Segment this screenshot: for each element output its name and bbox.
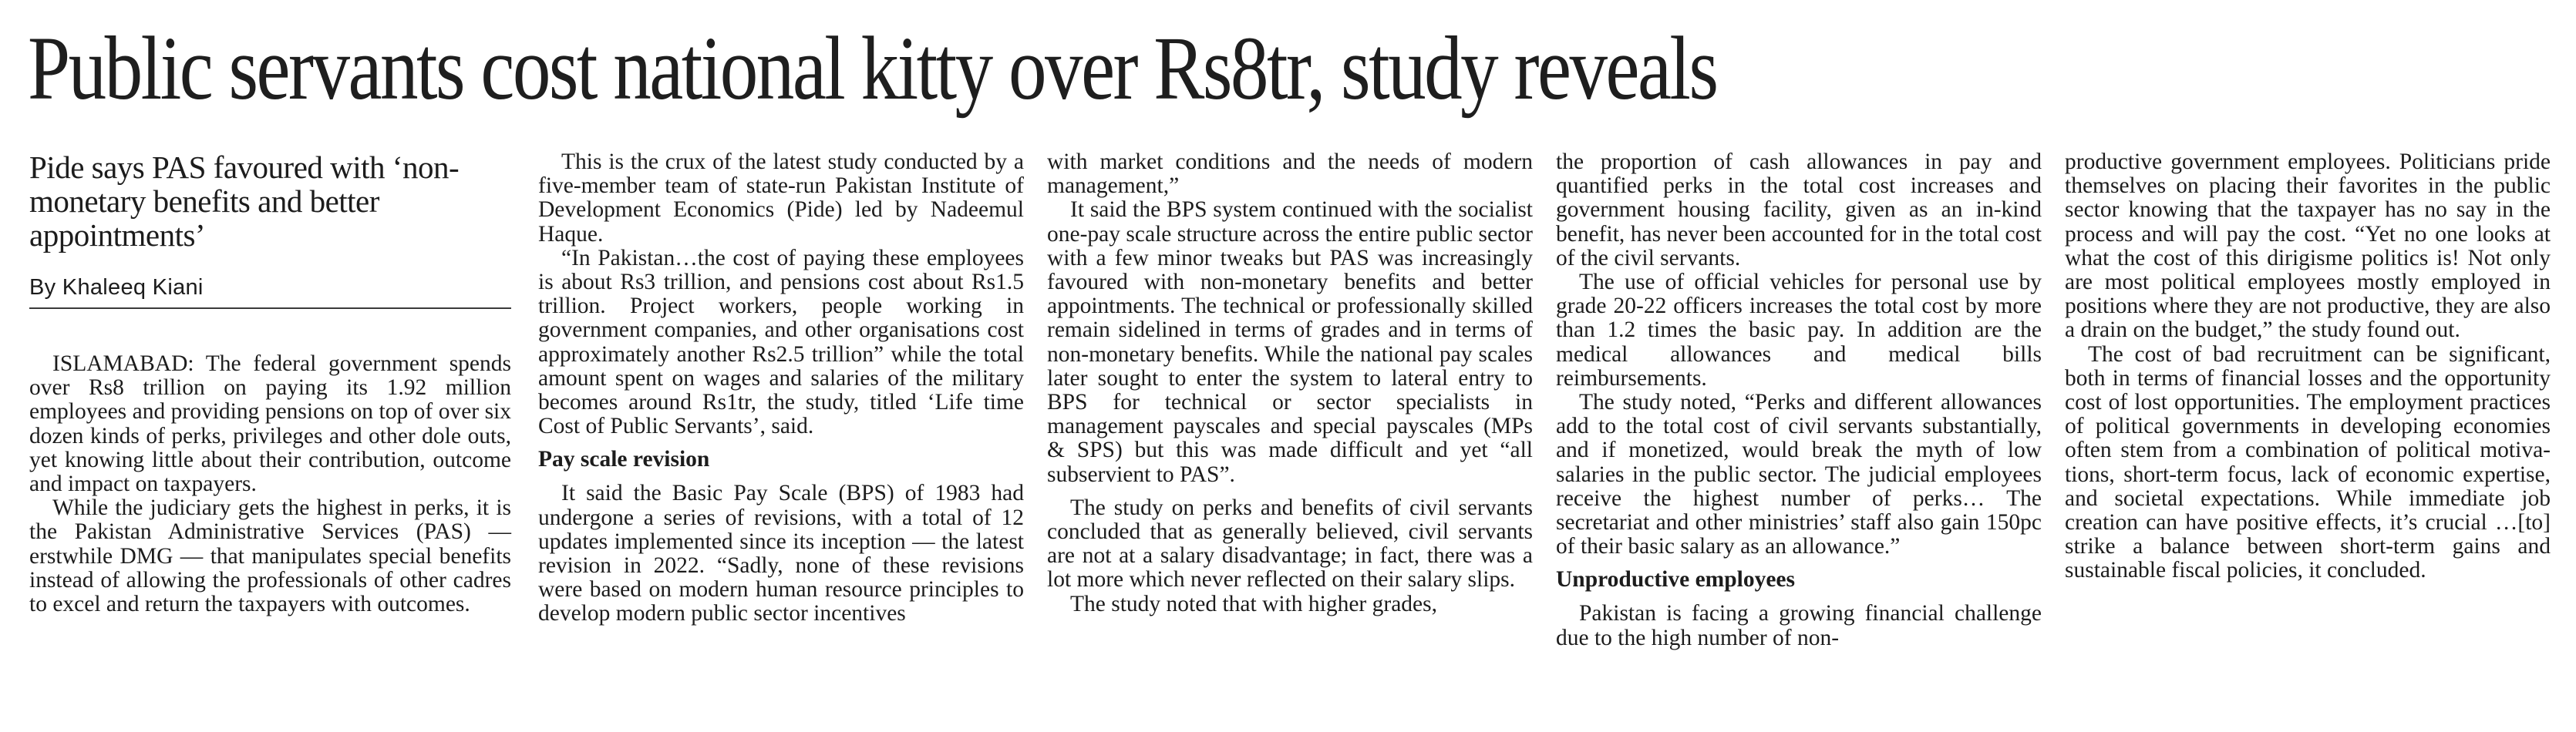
paragraph: The study noted, “Perks and different allowances add to the total cost of civil servants substantially, and if monetized, would break the myth of low salaries in the public sector. The judicial employees receive the highest number of perks… The secretariat and other ministries’ staff also gain 150pc of their basic salary as an allowance.”: [1556, 390, 2042, 559]
article-column-3: [1047, 150, 1533, 616]
deck-subheadline: Pide says PAS favoured with ‘non-monetary benefits and better appointments’: [29, 149, 460, 253]
headline: Public servants cost national kitty over Rs8tr, study reveals: [28, 18, 1717, 119]
paragraph: The use of official vehicles for personal use by grade 20-22 officers increases the total cost by more than 1.2 times the basic pay. In addition are the medical allowances and medical bills reimbursements.: [1556, 270, 2042, 391]
paragraph: It said the BPS system continued with the socialist one-pay scale structure across the entire public sector with a few minor tweaks but PAS was increasingly favoured with non-monetary benefits and better appointments. The technical or professionally skilled remain sidelined in terms of grades and in terms of non-monetary benefits. While the national pay scales later sought to enter the system to lateral entry to BPS for technical or sector specialists in management payscales and special payscales (MPs & SPS) but this was made difficult and yet “all subservient to PAS”.: [1047, 197, 1533, 487]
paragraph: The study noted that with higher grades,: [1070, 591, 1437, 616]
paragraph: ISLAMABAD: The federal government spends over Rs8 trillion on paying its 1.92 million employees and providing pensions on top of over six dozen kinds of perks, privileges and other dole outs, yet knowing little about their contribution, outcome and impact on taxpayers.: [29, 351, 511, 497]
paragraph: The cost of bad recruitment can be significant, both in terms of financial losses and the opportunity cost of lost opportunities. The employment practices of political governments in developing economies often stem from a combination of political motivations, short-term focus, lack of economic expertise, and societal expectations. While immediate job creation can have positive effects, it’s crucial …[to] strike a balance between short-term gains and sustainable fiscal policies, it concluded.: [2065, 341, 2551, 583]
article-column-2: [538, 150, 1024, 626]
paragraph: Pakistan is facing a growing financial challenge due to the high number of non-: [1556, 601, 2042, 650]
paragraph-continued: productive government employees. Politicians pride themselves on placing their favorites in the public sector knowing that the taxpayer has no say in the process and will pay the cost. “Yet no one looks at what the cost of this dirigisme politics is! Not only are most political employees mostly employed in positions where they are not productive, they are also a drain on the budget,” the study found out.: [2065, 149, 2551, 343]
paragraph: It said the Basic Pay Scale (BPS) of 1983 had undergone a series of revisions, with a total of 12 updates implemented since its inception — the latest revision in 2022. “Sadly, none of these revisions were based on modern human resource principles to develop modern public sector incentives: [538, 481, 1024, 626]
paragraph: This is the crux of the latest study conducted by a five-member team of state-run Pakistan Institute of Development Economics (Pide) led by Nadeemul Haque.: [538, 149, 1024, 247]
section-heading-unproductive-employees: Unproductive employees: [1556, 567, 1796, 593]
byline: By Khaleeq Kiani: [29, 274, 511, 309]
paragraph-continued: the proportion of cash allowances in pay and quantified perks in the total cost increases and government housing facility, given as an in-kind benefit, has never been accounted for in the total cost of the civil servants.: [1556, 149, 2042, 270]
article-column-5: [2065, 150, 2551, 583]
article-column-1: [29, 150, 511, 616]
section-heading-pay-scale-revision: Pay scale revision: [538, 447, 710, 472]
paragraph: “In Pakistan…the cost of paying these employees is about Rs3 trillion, and pensions cost about Rs1.5 trillion. Project workers, people working in government companies, and other organisations cost approximately another Rs2.5 trillion” while the total amount spent on wages and salaries of the military becomes around Rs1tr, the study, titled ‘Life time Cost of Public Servants’, said.: [538, 245, 1024, 439]
paragraph-continued: with market conditions and the needs of modern management,”: [1047, 149, 1533, 199]
paragraph: The study on perks and benefits of civil servants concluded that as generally believed, civil servants are not at a salary disadvantage; in fact, there was a lot more which never reflected on their salary slips.: [1047, 495, 1533, 593]
paragraph: While the judiciary gets the highest in perks, it is the Pakistan Administrative Services (PAS) — erstwhile DMG — that manipulates special benefits instead of allowing the professionals of other cadres to excel and return the taxpayers with outcomes.: [29, 495, 511, 617]
article-column-4: [1556, 150, 2042, 650]
